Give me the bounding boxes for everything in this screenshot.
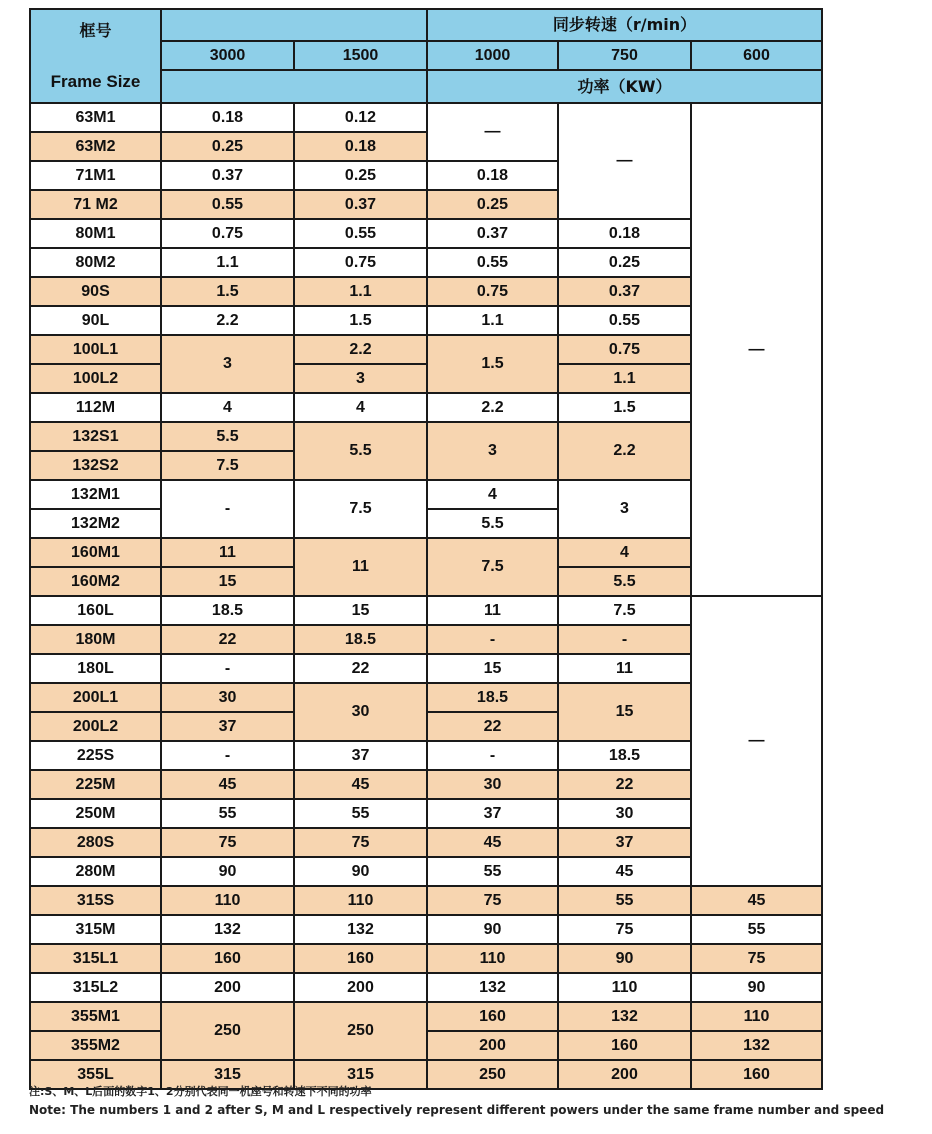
power-750-cell: 55 <box>558 886 691 915</box>
power-3000-cell: 7.5 <box>161 451 294 480</box>
power-750-cell: 110 <box>558 973 691 1002</box>
power-3000-cell: 11 <box>161 538 294 567</box>
power-1500-cell: 1.5 <box>294 306 427 335</box>
power-1000-cell: 30 <box>427 770 558 799</box>
power-3000-cell: - <box>161 654 294 683</box>
power-750-cell: 3 <box>558 480 691 538</box>
frame-cell: 225S <box>30 741 161 770</box>
power-header: 功率（KW） <box>427 70 822 103</box>
power-3000-cell: 0.37 <box>161 161 294 190</box>
power-3000-cell: 75 <box>161 828 294 857</box>
power-1500-cell: 5.5 <box>294 422 427 480</box>
power-1000-cell: - <box>427 625 558 654</box>
power-1000-cell: 7.5 <box>427 538 558 596</box>
frame-cell: 160L <box>30 596 161 625</box>
power-3000-cell: 200 <box>161 973 294 1002</box>
power-1500-cell: 160 <box>294 944 427 973</box>
power-600-cell: — <box>691 103 822 596</box>
power-1500-cell: 90 <box>294 857 427 886</box>
power-1500-cell: 315 <box>294 1060 427 1089</box>
power-750-cell: 22 <box>558 770 691 799</box>
power-600-cell: 90 <box>691 973 822 1002</box>
power-3000-cell: 18.5 <box>161 596 294 625</box>
frame-cell: 160M2 <box>30 567 161 596</box>
power-1000-cell: 0.25 <box>427 190 558 219</box>
power-1000-cell: 160 <box>427 1002 558 1031</box>
power-750-cell: 1.5 <box>558 393 691 422</box>
power-1000-cell: 15 <box>427 654 558 683</box>
power-3000-cell: 0.55 <box>161 190 294 219</box>
power-1500-cell: 250 <box>294 1002 427 1060</box>
power-600-cell: 45 <box>691 886 822 915</box>
power-3000-cell: 30 <box>161 683 294 712</box>
power-3000-cell: 250 <box>161 1002 294 1060</box>
power-1500-cell: 0.25 <box>294 161 427 190</box>
power-3000-cell: - <box>161 741 294 770</box>
power-1500-cell: 18.5 <box>294 625 427 654</box>
power-3000-cell: 3 <box>161 335 294 393</box>
power-1500-cell: 1.1 <box>294 277 427 306</box>
frame-cell: 80M2 <box>30 248 161 277</box>
power-750-cell: 75 <box>558 915 691 944</box>
frame-cell: 63M2 <box>30 132 161 161</box>
power-750-cell: 18.5 <box>558 741 691 770</box>
power-1000-cell: 11 <box>427 596 558 625</box>
power-750-cell: 200 <box>558 1060 691 1089</box>
power-3000-cell: 22 <box>161 625 294 654</box>
power-1500-cell: 3 <box>294 364 427 393</box>
power-750-cell: 0.75 <box>558 335 691 364</box>
frame-cell: 71 M2 <box>30 190 161 219</box>
power-750-cell: 7.5 <box>558 596 691 625</box>
frame-cell: 355L <box>30 1060 161 1089</box>
power-1500-cell: 200 <box>294 973 427 1002</box>
power-750-cell: 5.5 <box>558 567 691 596</box>
speed-header-1000: 1000 <box>427 41 558 70</box>
power-1500-cell: 0.55 <box>294 219 427 248</box>
power-1000-cell: 2.2 <box>427 393 558 422</box>
power-750-cell: 0.18 <box>558 219 691 248</box>
power-1000-cell: 132 <box>427 973 558 1002</box>
power-1500-cell: 0.75 <box>294 248 427 277</box>
power-1500-cell: 0.18 <box>294 132 427 161</box>
frame-cell: 225M <box>30 770 161 799</box>
speed-header-750: 750 <box>558 41 691 70</box>
power-750-cell: 0.37 <box>558 277 691 306</box>
power-1000-cell: 55 <box>427 857 558 886</box>
power-3000-cell: - <box>161 480 294 538</box>
frame-cell: 180L <box>30 654 161 683</box>
frame-cell: 315L2 <box>30 973 161 1002</box>
power-600-cell: 110 <box>691 1002 822 1031</box>
power-750-cell: 15 <box>558 683 691 741</box>
power-1500-cell: 37 <box>294 741 427 770</box>
power-750-cell: 160 <box>558 1031 691 1060</box>
power-3000-cell: 0.25 <box>161 132 294 161</box>
power-1500-cell: 30 <box>294 683 427 741</box>
power-1500-cell: 0.37 <box>294 190 427 219</box>
power-1500-cell: 132 <box>294 915 427 944</box>
power-600-cell: 55 <box>691 915 822 944</box>
power-3000-cell: 4 <box>161 393 294 422</box>
frame-cell: 315L1 <box>30 944 161 973</box>
power-1000-cell: 1.1 <box>427 306 558 335</box>
frame-cell: 160M1 <box>30 538 161 567</box>
power-600-cell: 160 <box>691 1060 822 1089</box>
speed-header-3000: 3000 <box>161 41 294 70</box>
power-3000-cell: 5.5 <box>161 422 294 451</box>
frame-cell: 112M <box>30 393 161 422</box>
power-1500-cell: 11 <box>294 538 427 596</box>
power-750-cell: - <box>558 625 691 654</box>
power-750-cell: 45 <box>558 857 691 886</box>
power-600-cell: 75 <box>691 944 822 973</box>
power-1000-cell: 90 <box>427 915 558 944</box>
power-750-cell: 1.1 <box>558 364 691 393</box>
power-1000-cell: 5.5 <box>427 509 558 538</box>
frame-cell: 355M1 <box>30 1002 161 1031</box>
frame-cell: 315S <box>30 886 161 915</box>
power-1000-cell: 18.5 <box>427 683 558 712</box>
power-1500-cell: 45 <box>294 770 427 799</box>
power-1000-cell: 4 <box>427 480 558 509</box>
power-3000-cell: 2.2 <box>161 306 294 335</box>
frame-cell: 200L1 <box>30 683 161 712</box>
frame-cell: 100L1 <box>30 335 161 364</box>
frame-cell: 90S <box>30 277 161 306</box>
power-1500-cell: 15 <box>294 596 427 625</box>
power-1000-cell: 0.18 <box>427 161 558 190</box>
frame-cell: 315M <box>30 915 161 944</box>
power-1500-cell: 110 <box>294 886 427 915</box>
note-english: Note: The numbers 1 and 2 after S, M and L respectively represent different powers under the same frame number and speed <box>29 1103 885 1117</box>
power-1000-cell: - <box>427 741 558 770</box>
frame-cell: 280M <box>30 857 161 886</box>
footnotes <box>29 1082 909 1120</box>
power-750-cell: 2.2 <box>558 422 691 480</box>
power-750-cell: — <box>558 103 691 219</box>
power-3000-cell: 90 <box>161 857 294 886</box>
power-3000-cell: 37 <box>161 712 294 741</box>
power-1000-cell: 250 <box>427 1060 558 1089</box>
power-3000-cell: 45 <box>161 770 294 799</box>
power-1000-cell: 0.75 <box>427 277 558 306</box>
power-750-cell: 132 <box>558 1002 691 1031</box>
frame-cell: 132S2 <box>30 451 161 480</box>
power-750-cell: 11 <box>558 654 691 683</box>
frame-cell: 63M1 <box>30 103 161 132</box>
power-3000-cell: 0.18 <box>161 103 294 132</box>
frame-size-header <box>30 9 161 103</box>
frame-cell: 280S <box>30 828 161 857</box>
frame-cell: 132M1 <box>30 480 161 509</box>
power-1000-cell: 0.37 <box>427 219 558 248</box>
speed-header-1500: 1500 <box>294 41 427 70</box>
power-750-cell: 37 <box>558 828 691 857</box>
motor-power-table <box>29 8 823 1090</box>
power-1500-cell: 7.5 <box>294 480 427 538</box>
sync-speed-header: 同步转速（r/min） <box>427 9 822 41</box>
frame-cell: 355M2 <box>30 1031 161 1060</box>
power-1500-cell: 55 <box>294 799 427 828</box>
power-1500-cell: 0.12 <box>294 103 427 132</box>
power-3000-cell: 315 <box>161 1060 294 1089</box>
speed-header-600: 600 <box>691 41 822 70</box>
power-1000-cell: 22 <box>427 712 558 741</box>
power-750-cell: 0.55 <box>558 306 691 335</box>
power-1000-cell: 3 <box>427 422 558 480</box>
power-1000-cell: 1.5 <box>427 335 558 393</box>
note-chinese: 注:S、M、L后面的数字1、2分别代表同一机座号和转速下不同的功率 <box>29 1085 372 1098</box>
power-1000-cell: 37 <box>427 799 558 828</box>
power-750-cell: 4 <box>558 538 691 567</box>
power-1500-cell: 75 <box>294 828 427 857</box>
power-3000-cell: 55 <box>161 799 294 828</box>
power-1000-cell: 110 <box>427 944 558 973</box>
power-3000-cell: 0.75 <box>161 219 294 248</box>
frame-cell: 100L2 <box>30 364 161 393</box>
frame-cell: 200L2 <box>30 712 161 741</box>
power-3000-cell: 1.5 <box>161 277 294 306</box>
power-1000-cell: 0.55 <box>427 248 558 277</box>
power-1500-cell: 2.2 <box>294 335 427 364</box>
frame-size-header-en: Frame Size <box>50 71 141 91</box>
power-750-cell: 90 <box>558 944 691 973</box>
power-600-cell: — <box>691 596 822 886</box>
frame-cell: 132S1 <box>30 422 161 451</box>
blank-header-cell <box>161 70 427 103</box>
power-1000-cell: 45 <box>427 828 558 857</box>
power-3000-cell: 1.1 <box>161 248 294 277</box>
power-600-cell: 132 <box>691 1031 822 1060</box>
power-3000-cell: 160 <box>161 944 294 973</box>
frame-cell: 132M2 <box>30 509 161 538</box>
blank-header-cell <box>161 9 427 41</box>
power-1500-cell: 22 <box>294 654 427 683</box>
power-750-cell: 30 <box>558 799 691 828</box>
frame-cell: 250M <box>30 799 161 828</box>
frame-cell: 180M <box>30 625 161 654</box>
power-1500-cell: 4 <box>294 393 427 422</box>
frame-cell: 71M1 <box>30 161 161 190</box>
power-1000-cell: — <box>427 103 558 161</box>
power-3000-cell: 110 <box>161 886 294 915</box>
frame-cell: 80M1 <box>30 219 161 248</box>
power-750-cell: 0.25 <box>558 248 691 277</box>
frame-cell: 90L <box>30 306 161 335</box>
frame-size-header-cn: 框号 <box>79 20 112 40</box>
power-3000-cell: 132 <box>161 915 294 944</box>
power-1000-cell: 75 <box>427 886 558 915</box>
power-1000-cell: 200 <box>427 1031 558 1060</box>
power-3000-cell: 15 <box>161 567 294 596</box>
